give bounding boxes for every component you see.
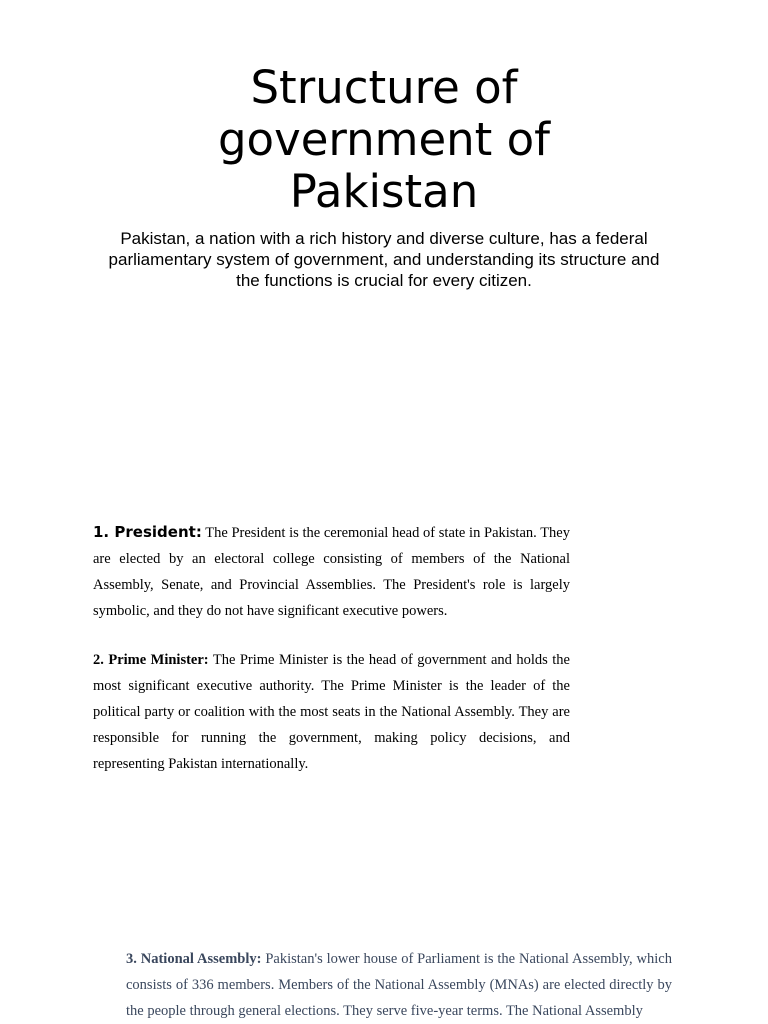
- section-text-president: The President is the ceremonial head of state in Pakistan. They are elected by an electoral college consisting of members of the National Assembly, Senate, and Provincial Assemblies. The President's role is largely symbolic, and they do not have significant executive powers.: [93, 525, 570, 619]
- section-heading-president: 1. President:: [93, 523, 202, 541]
- section-text-prime-minister: The Prime Minister is the head of government and holds the most significant executive authority. The Prime Minister is the leader of the political party or coalition with the most seats in the National Assembly. They are responsible for running the government, making policy decisions, and representing Pakistan internationally.: [93, 652, 570, 772]
- document-intro: Pakistan, a nation with a rich history and diverse culture, has a federal parliamentary system of government, and understanding its structure and the functions is crucial for every citizen.: [108, 229, 660, 290]
- section-heading-prime-minister: 2. Prime Minister:: [93, 652, 209, 668]
- section-national-assembly: [126, 947, 672, 1024]
- section-heading-national-assembly: 3. National Assembly:: [126, 951, 262, 967]
- section-prime-minister: [93, 648, 570, 778]
- section-text-national-assembly: Pakistan's lower house of Parliament is the National Assembly, which consists of 336 members. Members of the National Assembly (MNAs) are elected directly by the people through general elections. They serve five-year terms. The National Assembly: [126, 951, 672, 1019]
- section-president: [93, 520, 570, 625]
- document-title: Structure of government of Pakistan: [217, 61, 550, 218]
